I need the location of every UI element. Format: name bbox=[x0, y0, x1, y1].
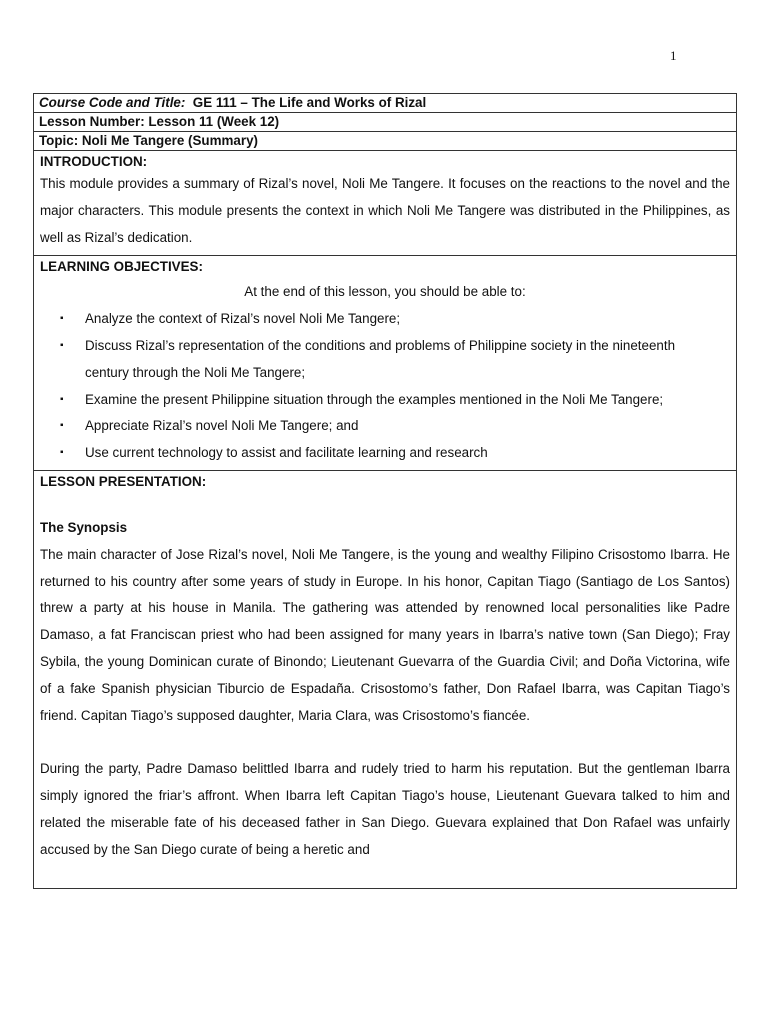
course-value: GE 111 – The Life and Works of Rizal bbox=[192, 95, 427, 110]
course-row bbox=[34, 94, 736, 113]
course-label: Course Code and Title: bbox=[39, 95, 186, 110]
lesson-number: Lesson Number: Lesson 11 (Week 12) bbox=[39, 114, 280, 129]
bullet-icon: ▪ bbox=[60, 420, 64, 432]
presentation-title: LESSON PRESENTATION: bbox=[40, 473, 207, 489]
lesson-number-row bbox=[34, 113, 736, 132]
objective-item: ▪ Examine the present Philippine situation through the examples mentioned in the Noli Me Tangere; bbox=[40, 387, 730, 414]
introduction-text: This module provides a summary of Rizal’s novel, Noli Me Tangere. It focuses on the reactions to the novel and the major characters. This module presents the context in which Noli Me Tangere was distributed in the Philippines, as well as Rizal’s dedication. bbox=[40, 176, 730, 245]
objectives-list bbox=[40, 306, 730, 467]
lesson-table bbox=[33, 93, 737, 889]
objective-item: ▪ Appreciate Rizal’s novel Noli Me Tangere; and bbox=[40, 413, 730, 440]
objective-item: ▪ Analyze the context of Rizal’s novel Noli Me Tangere; bbox=[40, 306, 730, 333]
bullet-icon: ▪ bbox=[60, 339, 64, 351]
synopsis-paragraph-1: The main character of Jose Rizal’s novel, Noli Me Tangere, is the young and wealthy Filipino Crisostomo Ibarra. He returned to his country after some years of study in Europe. In his honor, Capitan Tiago (Santiago de Los Santos) threw a party at his house in Manila. The gathering was attended by renowned local personalities like Padre Damaso, a fat Franciscan priest who had been assigned for many years in Ibarra’s native town (San Diego); Fray Sybila, the young Dominican curate of Binondo; Lieutenant Guevarra of the Guardia Civil; and Doña Victorina, wife of a fake Spanish physician Tiburcio de Espadaña. Crisostomo’s father, Don Rafael Ibarra, was Capitan Tiago’s friend. Capitan Tiago’s supposed daughter, Maria Clara, was Crisostomo’s fiancée. bbox=[40, 546, 730, 723]
bullet-icon: ▪ bbox=[60, 393, 64, 405]
bullet-icon: ▪ bbox=[60, 447, 64, 459]
introduction-title: INTRODUCTION: bbox=[40, 154, 148, 169]
presentation-section bbox=[34, 471, 736, 888]
objective-item: ▪ Discuss Rizal’s representation of the conditions and problems of Philippine society in the nineteenth century through the Noli Me Tangere; bbox=[40, 333, 730, 387]
synopsis-paragraph-2: During the party, Padre Damaso belittled Ibarra and rudely tried to harm his reputation. But the gentleman Ibarra simply ignored the friar’s affront. When Ibarra left Capitan Tiago’s house, Lieutenant Guevara talked to him and related the miserable fate of his deceased father in San Diego. Guevara explained that Don Rafael was unfairly accused by the San Diego curate of being a heretic and bbox=[40, 761, 730, 857]
introduction-section bbox=[34, 151, 736, 256]
objectives-title: LEARNING OBJECTIVES: bbox=[40, 259, 203, 275]
synopsis-title: The Synopsis bbox=[40, 519, 128, 535]
bullet-icon: ▪ bbox=[60, 313, 64, 325]
objectives-section bbox=[34, 256, 736, 471]
page-number: 1 bbox=[670, 48, 677, 63]
topic-row bbox=[34, 132, 736, 151]
paragraph-gap bbox=[40, 729, 730, 756]
objectives-lead: At the end of this lesson, you should be able to: bbox=[244, 284, 526, 300]
objective-item: ▪ Use current technology to assist and facilitate learning and research bbox=[40, 440, 730, 467]
topic: Topic: Noli Me Tangere (Summary) bbox=[39, 133, 258, 148]
